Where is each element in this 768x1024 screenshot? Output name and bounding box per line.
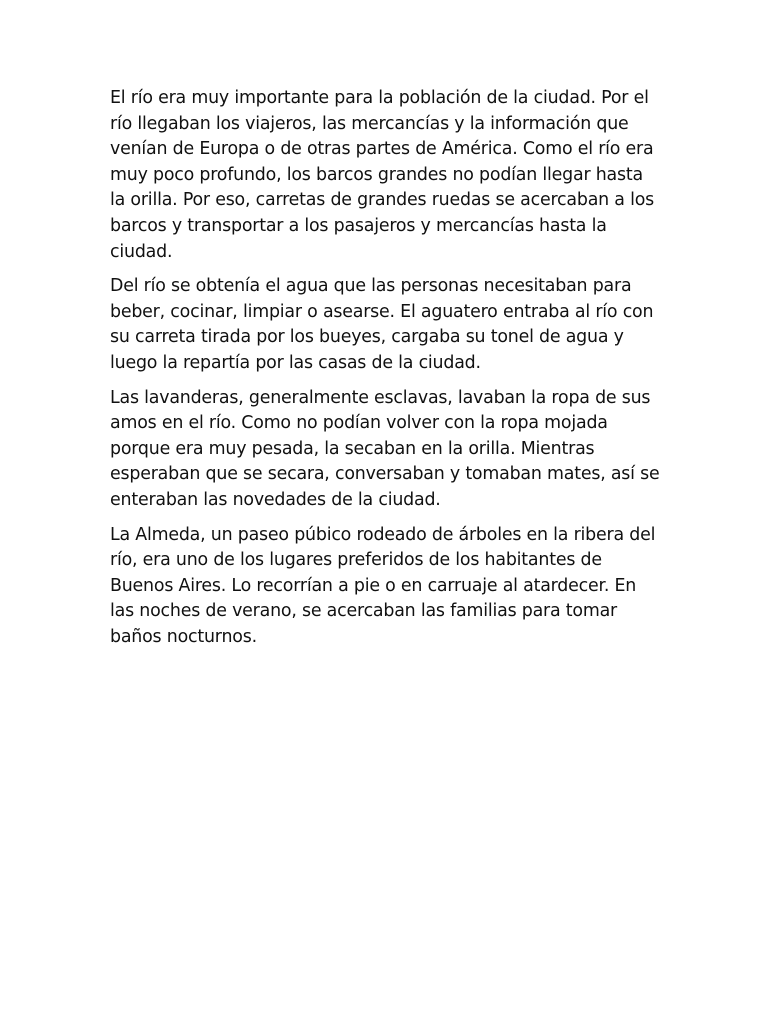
- document-body: [110, 86, 660, 659]
- paragraph-lavanderas: Las lavanderas, generalmente esclavas, lavaban la ropa de sus amos en el río. Como no podían volver con la ropa mojada porque era muy pesada, la secaban en la orilla. Mientras esperaban que se secara, conversaban y tomaban mates, así se enteraban las novedades de la ciudad.: [110, 387, 660, 510]
- paragraph-almeda: La Almeda, un paseo púbico rodeado de árboles en la ribera del río, era uno de los lugares preferidos de los habitantes de Buenos Aires. Lo recorrían a pie o en carruaje al atardecer. En las noches de verano, se acercaban las familias para tomar baños nocturnos.: [110, 524, 656, 647]
- paragraph-aguatero: Del río se obtenía el agua que las personas necesitaban para beber, cocinar, limpiar o asearse. El aguatero entraba al río con su carreta tirada por los bueyes, cargaba su tonel de agua y luego la repartía por las casas de la ciudad.: [110, 276, 654, 373]
- paragraph-rio-importancia: El río era muy importante para la población de la ciudad. Por el río llegaban los viajeros, las mercancías y la información que venían de Europa o de otras partes de América. Como el río era muy poco profundo, los barcos grandes no podían llegar hasta la orilla. Por eso, carretas de grandes ruedas se acercaban a los barcos y transportar a los pasajeros y mercancías hasta la ciudad.: [110, 88, 655, 262]
